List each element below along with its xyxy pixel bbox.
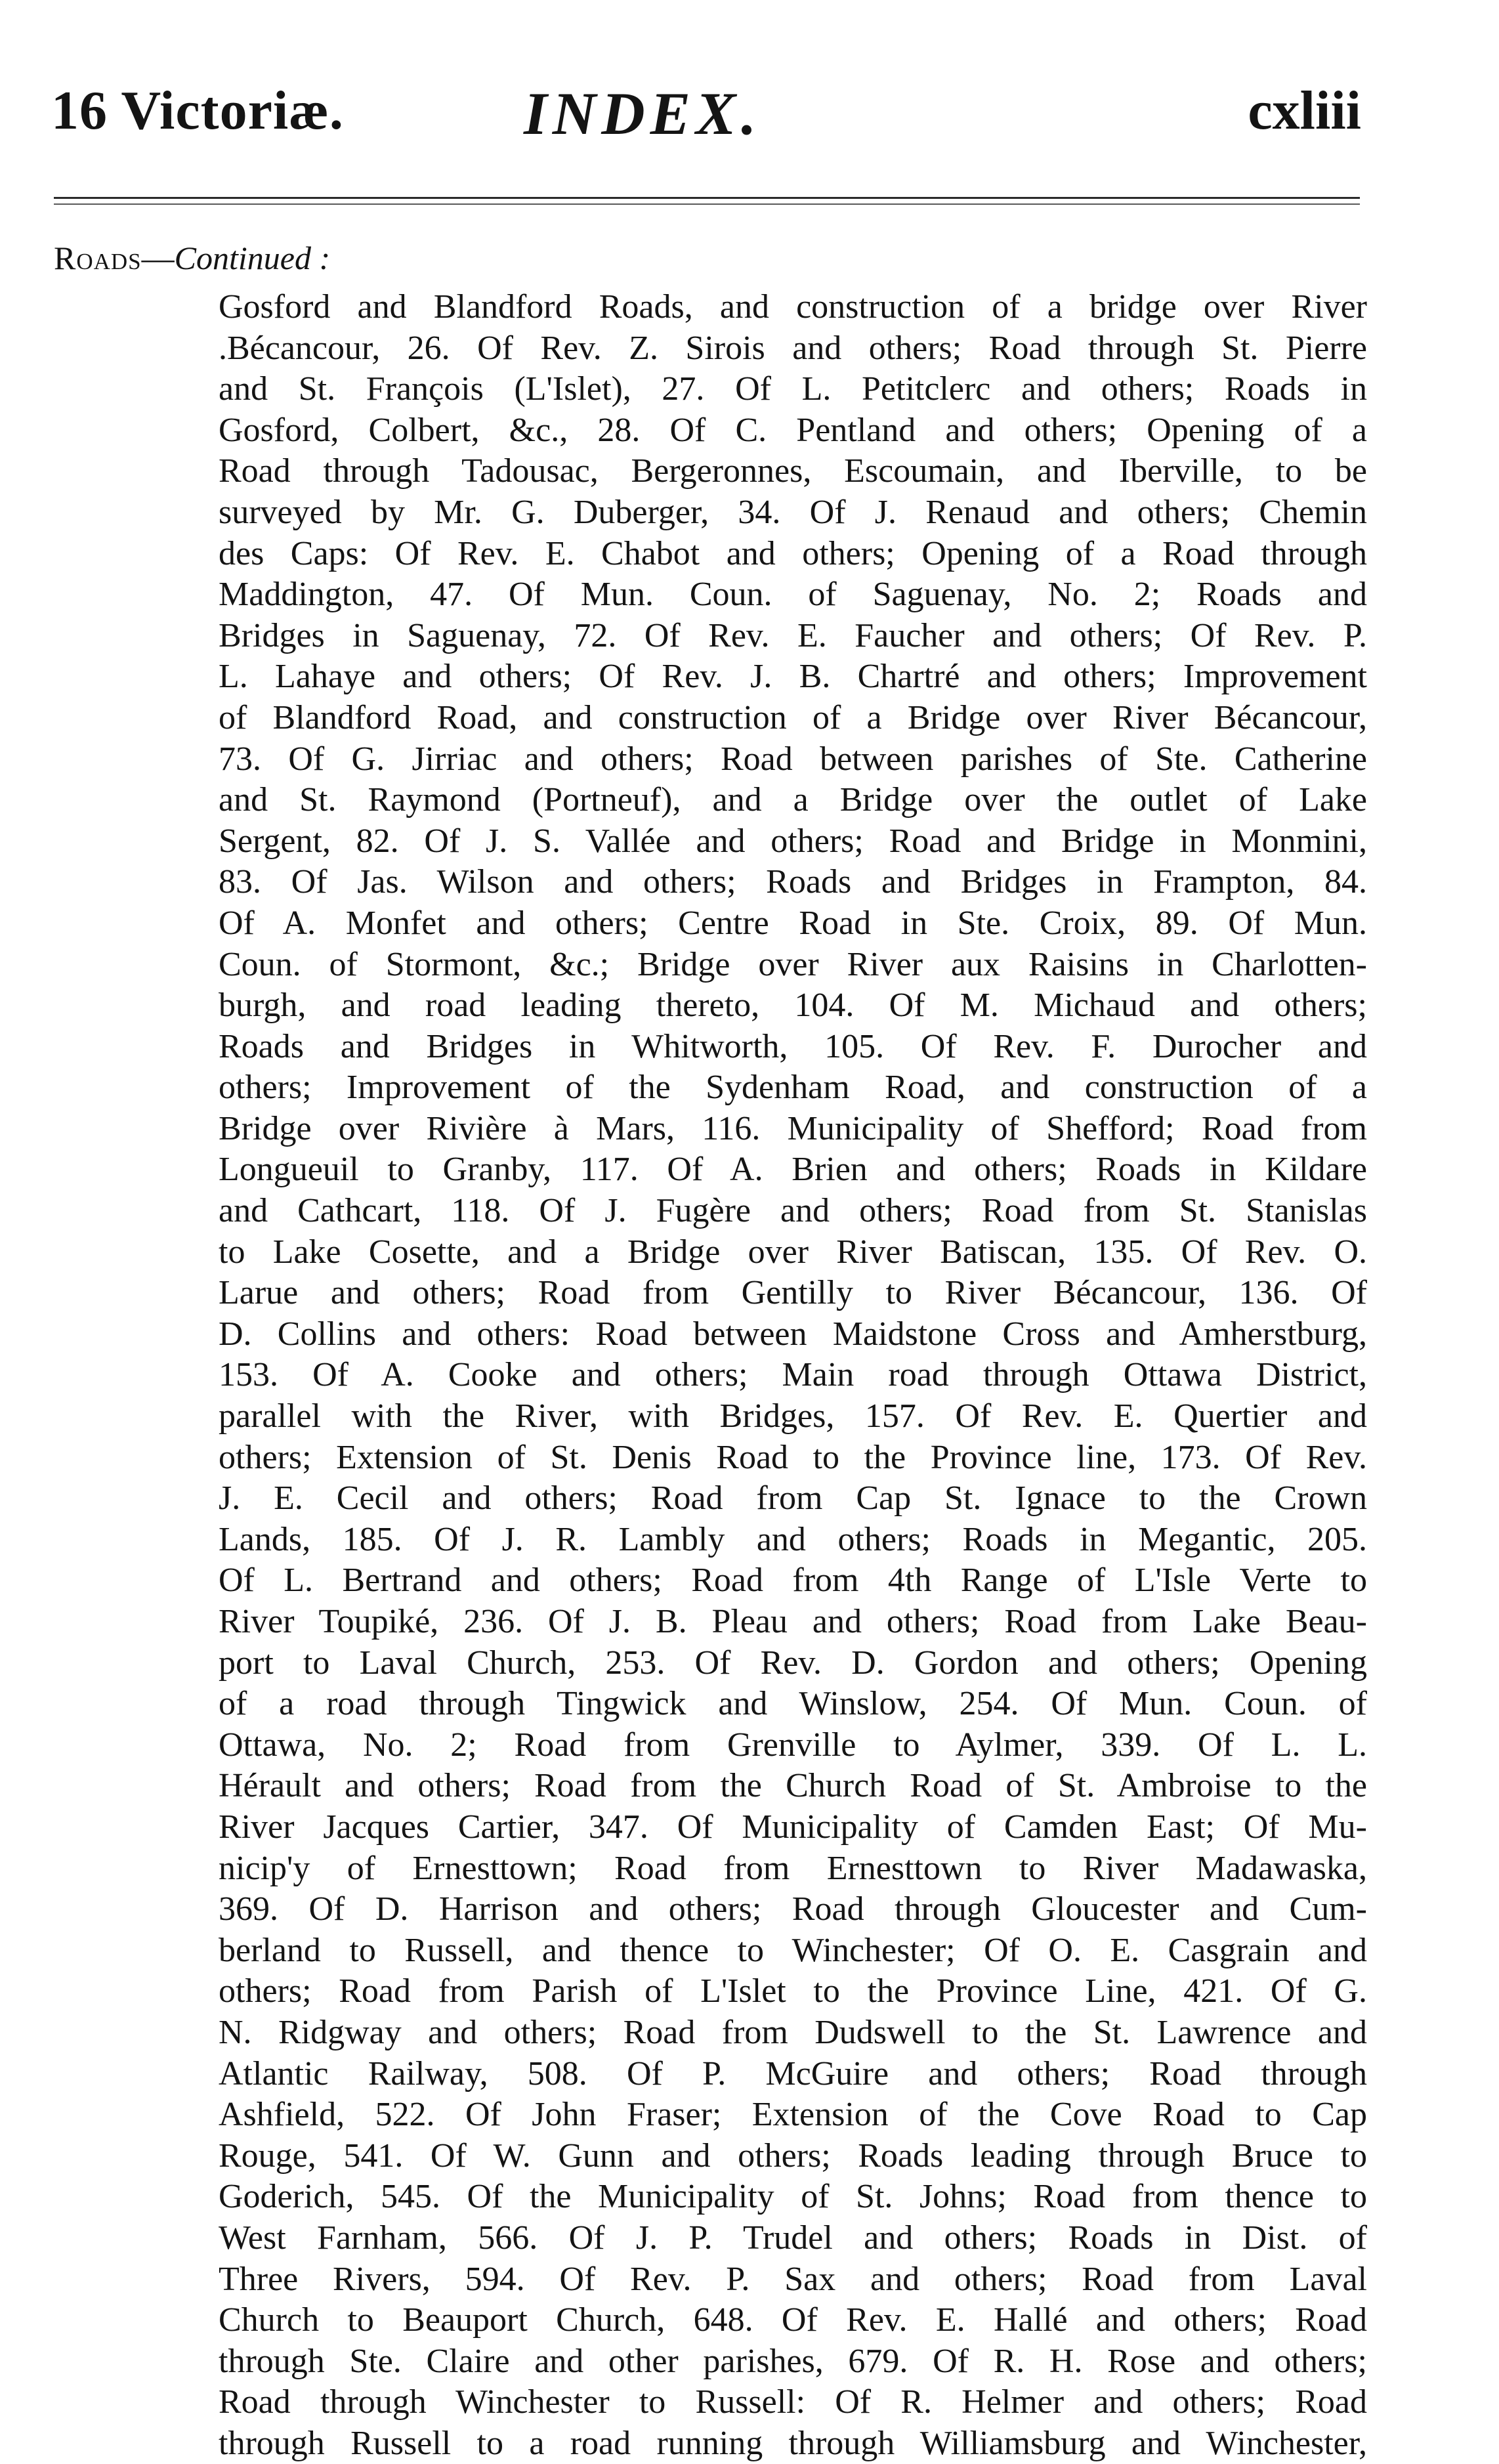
index-line: Ottawa, No. 2; Road from Grenville to Aylmer, 339. Of L. L.	[219, 1726, 1367, 1764]
index-line: N. Ridgway and others; Road from Dudswell to the St. Lawrence and	[219, 2013, 1367, 2051]
section-heading-title: Roads	[54, 240, 142, 276]
running-header	[51, 79, 1361, 164]
index-line: others; Improvement of the Sydenham Road, and construction of a	[219, 1069, 1367, 1107]
index-line: 73. Of G. Jirriac and others; Road between parishes of Ste. Catherine	[219, 740, 1367, 778]
index-line: to Lake Cosette, and a Bridge over River Batiscan, 135. Of Rev. O.	[219, 1233, 1367, 1271]
index-line: burgh, and road leading thereto, 104. Of M. Michaud and others;	[219, 987, 1367, 1025]
index-line: 83. Of Jas. Wilson and others; Roads and Bridges in Frampton, 84.	[219, 863, 1367, 901]
index-line: River Toupiké, 236. Of J. B. Pleau and others; Road from Lake Beau-	[219, 1603, 1367, 1640]
index-line: through Ste. Claire and other parishes, 679. Of R. H. Rose and others;	[219, 2342, 1367, 2380]
index-line: Three Rivers, 594. Of Rev. P. Sax and others; Road from Laval	[219, 2260, 1367, 2298]
index-line: Of A. Monfet and others; Centre Road in Ste. Croix, 89. Of Mun.	[219, 904, 1367, 942]
index-line: through Russell to a road running through Williamsburg and Winchester,	[219, 2424, 1367, 2462]
index-line: Rouge, 541. Of W. Gunn and others; Roads leading through Bruce to	[219, 2136, 1367, 2175]
header-title: INDEX.	[524, 80, 762, 147]
index-line: others; Extension of St. Denis Road to the Province line, 173. Of Rev.	[219, 1438, 1367, 1476]
index-line: River Jacques Cartier, 347. Of Municipality of Camden East; Of Mu-	[219, 1808, 1367, 1846]
index-line: Road through Tadousac, Bergeronnes, Escoumain, and Iberville, to be	[219, 452, 1367, 490]
index-line: and St. François (L'Islet), 27. Of L. Petitclerc and others; Roads in	[219, 370, 1367, 408]
index-line: L. Lahaye and others; Of Rev. J. B. Chartré and others; Improvement	[219, 658, 1367, 696]
index-line: Roads and Bridges in Whitworth, 105. Of Rev. F. Durocher and	[219, 1027, 1367, 1065]
index-line: .Bécancour, 26. Of Rev. Z. Sirois and others; Road through St. Pierre	[219, 329, 1367, 367]
index-line: Atlantic Railway, 508. Of P. McGuire and others; Road through	[219, 2054, 1367, 2092]
index-line: port to Laval Church, 253. Of Rev. D. Gordon and others; Opening	[219, 1644, 1367, 1682]
index-line: 369. Of D. Harrison and others; Road through Gloucester and Cum-	[219, 1890, 1367, 1928]
section-heading-dash: —	[141, 240, 175, 276]
index-entry-body	[219, 287, 1367, 2464]
index-line: Bridges in Saguenay, 72. Of Rev. E. Faucher and others; Of Rev. P.	[219, 616, 1367, 654]
index-line: West Farnham, 566. Of J. P. Trudel and others; Roads in Dist. of	[219, 2219, 1367, 2257]
index-line: of Blandford Road, and construction of a Bridge over River Bécancour,	[219, 698, 1367, 736]
section-heading	[54, 239, 330, 277]
index-line: Bridge over Rivière à Mars, 116. Municipality of Shefford; Road from	[219, 1109, 1367, 1147]
index-line: Maddington, 47. Of Mun. Coun. of Saguenay, No. 2; Roads and	[219, 576, 1367, 614]
index-line: of a road through Tingwick and Winslow, 254. Of Mun. Coun. of	[219, 1685, 1367, 1723]
index-line: 153. Of A. Cooke and others; Main road through Ottawa District,	[219, 1356, 1367, 1394]
header-rule	[54, 197, 1360, 199]
index-line: and Cathcart, 118. Of J. Fugère and others; Road from St. Stanislas	[219, 1192, 1367, 1230]
header-rule-secondary	[54, 203, 1360, 205]
index-line: others; Road from Parish of L'Islet to the Province Line, 421. Of G.	[219, 1972, 1367, 2010]
index-line: des Caps: Of Rev. E. Chabot and others; Opening of a Road through	[219, 534, 1367, 572]
index-line: Ashfield, 522. Of John Fraser; Extension of the Cove Road to Cap	[219, 2096, 1367, 2134]
index-line: nicip'y of Ernesttown; Road from Ernesttown to River Madawaska,	[219, 1849, 1367, 1887]
index-line: Hérault and others; Road from the Church Road of St. Ambroise to the	[219, 1767, 1367, 1805]
index-line: Lands, 185. Of J. R. Lambly and others; Roads in Megantic, 205.	[219, 1520, 1367, 1558]
index-line: Coun. of Stormont, &c.; Bridge over River aux Raisins in Charlotten-	[219, 945, 1367, 983]
index-line: Church to Beauport Church, 648. Of Rev. E. Hallé and others; Road	[219, 2301, 1367, 2339]
index-line: Road through Winchester to Russell: Of R. Helmer and others; Road	[219, 2383, 1367, 2421]
index-line: parallel with the River, with Bridges, 157. Of Rev. E. Quertier and	[219, 1397, 1367, 1435]
index-line: Larue and others; Road from Gentilly to River Bécancour, 136. Of	[219, 1274, 1367, 1312]
index-line: D. Collins and others: Road between Maidstone Cross and Amherstburg,	[219, 1315, 1367, 1353]
index-line: Of L. Bertrand and others; Road from 4th Range of L'Isle Verte to	[219, 1561, 1367, 1600]
index-line: berland to Russell, and thence to Winchester; Of O. E. Casgrain and	[219, 1931, 1367, 1969]
index-line: Goderich, 545. Of the Municipality of St. Johns; Road from thence to	[219, 2178, 1367, 2216]
header-volume: 16 Victoriæ.	[51, 80, 344, 141]
index-line: and St. Raymond (Portneuf), and a Bridge over the outlet of Lake	[219, 781, 1367, 819]
index-line: Gosford and Blandford Roads, and construction of a bridge over River	[219, 288, 1367, 326]
index-line: J. E. Cecil and others; Road from Cap St. Ignace to the Crown	[219, 1479, 1367, 1518]
section-heading-continued: Continued :	[174, 240, 331, 276]
index-line: Sergent, 82. Of J. S. Vallée and others; Road and Bridge in Monmini,	[219, 822, 1367, 860]
index-line: Gosford, Colbert, &c., 28. Of C. Pentland and others; Opening of a	[219, 411, 1367, 449]
header-page-number: cxliii	[1248, 80, 1361, 141]
index-line: surveyed by Mr. G. Duberger, 34. Of J. Renaud and others; Chemin	[219, 493, 1367, 531]
index-line: Longueuil to Granby, 117. Of A. Brien and others; Roads in Kildare	[219, 1151, 1367, 1189]
